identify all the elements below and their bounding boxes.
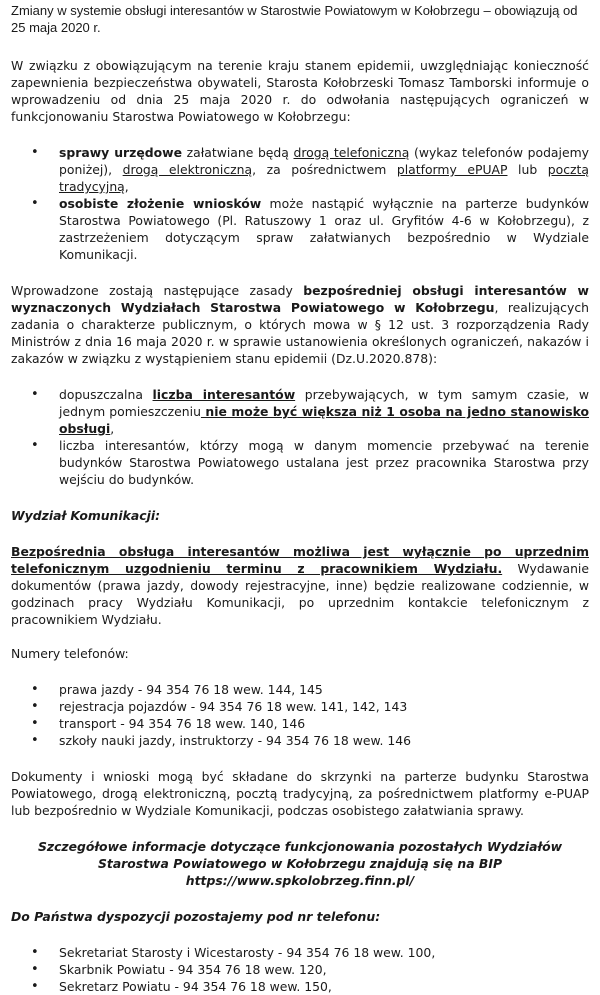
section-heading-communication: Wydział Komunikacji:	[11, 508, 161, 523]
list-item: • szkoły nauki jazdy, instruktorzy - 94 354 76 18 wew. 146	[59, 732, 589, 749]
bold-underlined-text: liczba interesantów	[152, 387, 296, 402]
link-phone[interactable]: drogą telefoniczną	[293, 145, 410, 160]
list-item: • Skarbnik Powiatu - 94 354 76 18 wew. 120,	[59, 961, 589, 978]
bold-underlined-text: nie może być większa niż 1 osoba na jedno stanowisko obsługi	[59, 404, 589, 436]
bold-text: bezpośredniej obsługi interesantów w wyznaczonych Wydziałach Starostwa Powiatowego w Kołobrzegu	[11, 283, 590, 315]
documents-paragraph: Dokumenty i wnioski mogą być składane do skrzynki na parterze budynku Starostwa Powiatowego, drogą elektroniczną, pocztą tradycyjną, za pośrednictwem platformy e-PUAP lub bezpośrednio w Wydziale Komunikacji, podczas osobistego załatwiania sprawy.	[11, 769, 589, 818]
phones-list	[11, 681, 589, 749]
list-item: • dopuszczalna liczba interesantów przebywających, w tym samym czasie, w jednym pomieszczeniu nie może być większa niż 1 osoba na jedno stanowisko obsługi,	[59, 386, 589, 437]
bold-underlined-text: Bezpośrednia obsługa interesantów możliwa jest wyłącznie po uprzednim telefonicznym uzgodnieniu terminu z pracownikiem Wydziału.	[11, 544, 589, 576]
bold-text: sprawy urzędowe	[59, 145, 183, 160]
disposal-phones-list	[11, 944, 589, 995]
list-item: • Sekretarz Powiatu - 94 354 76 18 wew. 150,	[59, 978, 589, 995]
communication-notice: Bezpośrednia obsługa interesantów możliwa jest wyłącznie po uprzednim telefonicznym uzgodnieniu terminu z pracownikiem Wydziału. Wydawanie dokumentów (prawa jazdy, dowody rejestracyjne, inne) będzie realizowane codziennie, w godzinach pracy Wydziału Komunikacji, po uprzednim kontakcie telefonicznym z pracownikiem Wydziału.	[11, 544, 589, 627]
rules-paragraph: Wprowadzone zostają następujące zasady bezpośredniej obsługi interesantów w wyznaczonych Wydziałach Starostwa Powiatowego w Kołobrzegu, realizujących zadania o charakterze publicznym, o których mowa w § 12 ust. 3 rozporządzenia Rady Ministrów z dnia 16 maja 2020 r. w sprawie ustanowienia określonych ograniczeń, nakazów i zakazów w związku z wystąpieniem stanu epidemii (Dz.U.2020.878):	[11, 283, 590, 366]
bip-url[interactable]: https://www.spkolobrzeg.finn.pl/	[185, 873, 415, 888]
bip-info	[11, 838, 589, 889]
restrictions-list	[11, 144, 589, 263]
bip-line: Starostwa Powiatowego w Kołobrzegu znajdują się na BIP	[97, 856, 503, 871]
document-header: Zmiany w systemie obsługi interesantów w Starostwie Powiatowym w Kołobrzegu – obowiązują od 25 maja 2020 r.	[11, 3, 578, 35]
link-post[interactable]: pocztą tradycyjną	[59, 162, 589, 194]
list-item: • rejestracja pojazdów - 94 354 76 18 wew. 141, 142, 143	[59, 698, 589, 715]
link-electronic[interactable]: drogą elektroniczną	[122, 162, 253, 177]
section-heading-disposal: Do Państwa dyspozycji pozostajemy pod nr telefonu:	[11, 909, 381, 924]
bold-text: osobiste złożenie wniosków	[59, 196, 262, 211]
phones-label: Numery telefonów:	[11, 646, 129, 661]
list-item: • Sekretariat Starosty i Wicestarosty - 94 354 76 18 wew. 100,	[59, 944, 589, 961]
list-item: • osobiste złożenie wniosków może nastąpić wyłącznie na parterze budynków Starostwa Powiatowego (Pl. Ratuszowy 1 oraz ul. Gryfitów 4-6 w Kołobrzegu), z zastrzeżeniem dotyczącym spraw załatwianych bezpośrednio w Wydziale Komunikacji.	[59, 195, 589, 263]
link-epuap[interactable]: platformy ePUAP	[396, 162, 508, 177]
list-item: • liczba interesantów, którzy mogą w danym momencie przebywać na terenie budynków Starostwa Powiatowego ustalana jest przez pracownika Starostwa przy wejściu do budynków.	[59, 437, 589, 488]
list-item: • transport - 94 354 76 18 wew. 140, 146	[59, 715, 589, 732]
bip-line: Szczegółowe informacje dotyczące funkcjonowania pozostałych Wydziałów	[37, 839, 563, 854]
list-item: • sprawy urzędowe załatwiane będą drogą telefoniczną (wykaz telefonów podajemy poniżej), drogą elektroniczną, za pośrednictwem platformy ePUAP lub pocztą tradycyjną,	[59, 144, 589, 195]
list-item: • prawa jazdy - 94 354 76 18 wew. 144, 145	[59, 681, 589, 698]
intro-paragraph: W związku z obowiązującym na terenie kraju stanem epidemii, uwzględniając konieczność zapewnienia bezpieczeństwa obywateli, Starosta Kołobrzeski Tomasz Tamborski informuje o wprowadzeniu od dnia 25 maja 2020 r. do odwołania następujących ograniczeń w funkcjonowaniu Starostwa Powiatowego w Kołobrzegu:	[11, 58, 589, 124]
rules-list	[11, 386, 589, 488]
